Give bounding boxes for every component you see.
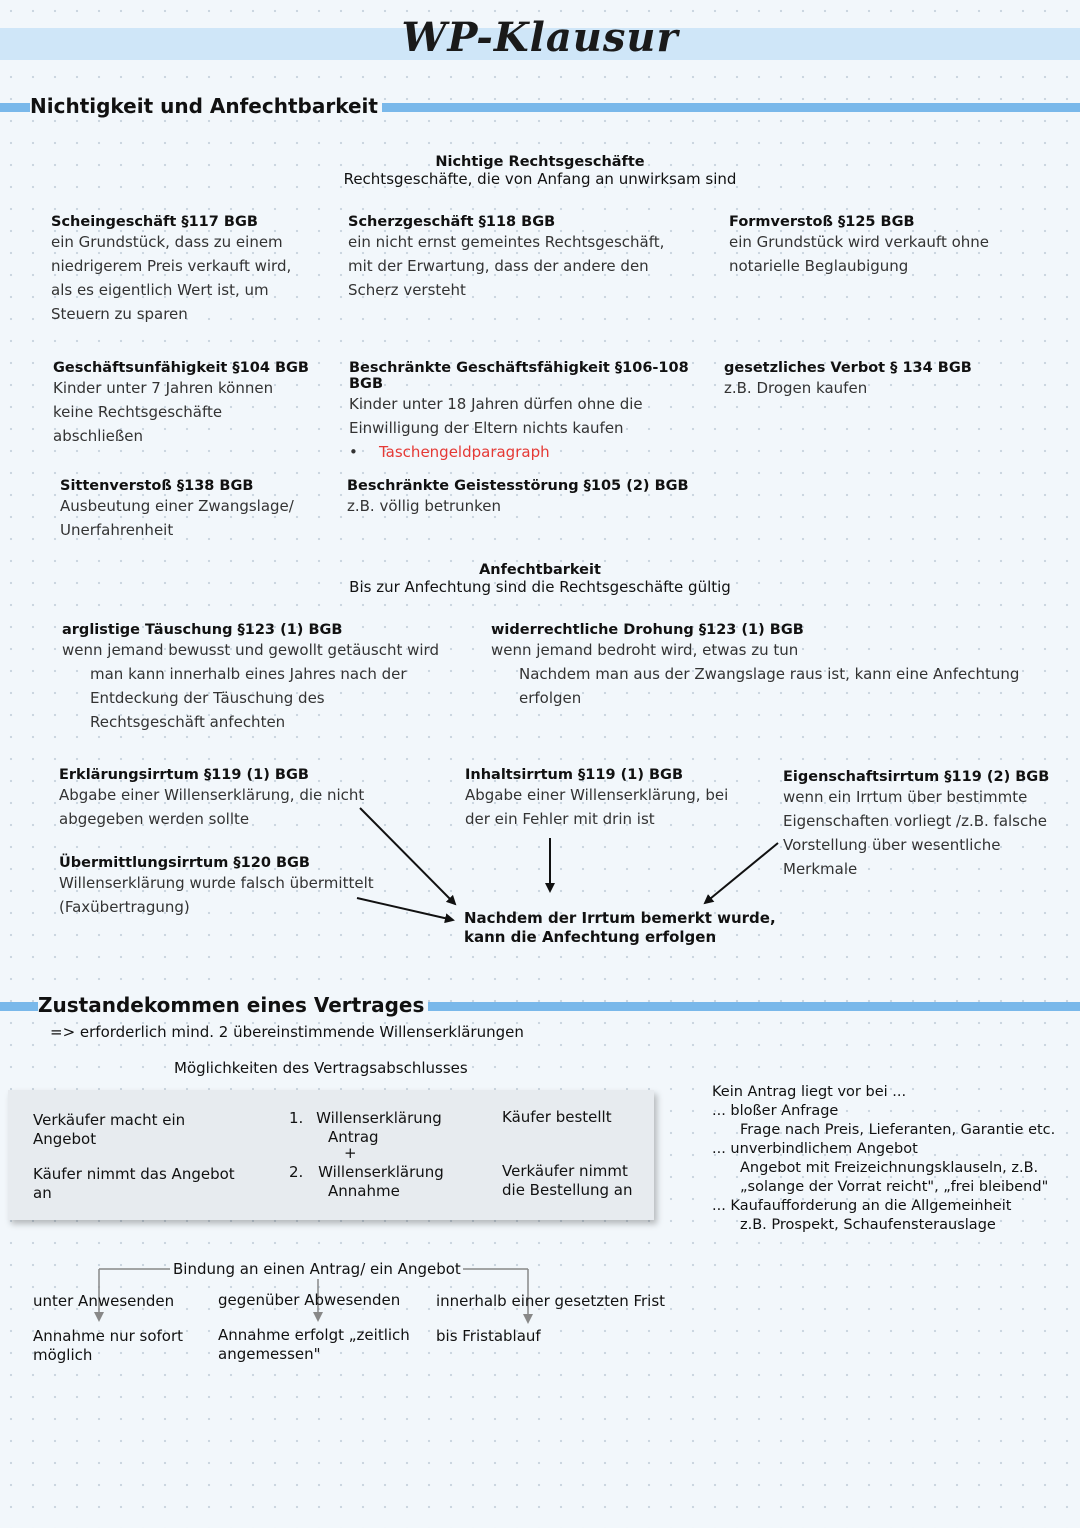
arglist-indent: Entdeckung der Täuschung des [90,689,325,707]
scheingeschaeft-head: Scheingeschäft §117 BGB [51,214,258,230]
beschraenkte-geschaeftsfaehigkeit-head: Beschränkte Geschäftsfähigkeit §106-108 BGB [349,360,689,392]
anfecht-title: Anfechtbarkeit [479,562,601,578]
geschaeftsunfaehigkeit-line: keine Rechtsgeschäfte [53,403,223,421]
bindung-body: möglich [33,1346,93,1364]
erklaerungsirrtum-head: Erklärungsirrtum §119 (1) BGB [59,767,309,783]
geschaeftsunfaehigkeit-head: Geschäftsunfähigkeit §104 BGB [53,360,309,376]
bindung-head: innerhalb einer gesetzten Frist [436,1292,666,1310]
taschengeld-text: Taschengeldparagraph [379,443,550,461]
kein-antrag-item: ... unverbindlichem Angebot [712,1141,918,1157]
moeglichkeiten-title: Möglichkeiten des Vertragsabschlusses [174,1059,468,1077]
arglist-indent: man kann innerhalb eines Jahres nach der [90,665,407,683]
inhaltsirrtum-line: Abgabe einer Willenserklärung, bei [465,786,729,804]
inhaltsirrtum-line: der ein Fehler mit drin ist [465,810,655,828]
drohung-indent: erfolgen [519,689,582,707]
section2-heading: Zustandekommen eines Vertrages [38,993,428,1017]
eigenschaftsirrtum-line: Vorstellung über wesentliche [783,836,1001,854]
erklaerungsirrtum-line: abgegeben werden sollte [59,810,250,828]
arglist-head: arglistige Täuschung §123 (1) BGB [62,622,343,638]
bindung-col-frist [436,1292,696,1346]
eigenschaftsirrtum-line: Eigenschaften vorliegt /z.B. falsche [783,812,1047,830]
box-text: Käufer bestellt [502,1108,612,1126]
box-text: Angebot [33,1130,97,1148]
nichtig-subtitle: Rechtsgeschäfte, die von Anfang an unwirksam sind [343,170,737,188]
uebermittlungsirrtum-line: Willenserklärung wurde falsch übermittelt [59,874,374,892]
result-line: Nachdem der Irrtum bemerkt wurde, [464,909,776,927]
eigenschaftsirrtum-head: Eigenschaftsirrtum §119 (2) BGB [783,769,1050,785]
box-number: 1. [289,1109,304,1127]
eigenschaftsirrtum-line: Merkmale [783,860,858,878]
formverstoss-line: ein Grundstück wird verkauft ohne [729,233,990,251]
box-text: Käufer nimmt das Angebot [33,1165,235,1183]
uebermittlungsirrtum-line: (Faxübertragung) [59,898,190,916]
sittenverstoss-line: Unerfahrenheit [60,521,174,539]
erklaerungsirrtum-line: Abgabe einer Willenserklärung, die nicht [59,786,365,804]
kein-antrag-sub: z.B. Prospekt, Schaufensterauslage [740,1217,996,1233]
bindung-body: angemessen" [218,1345,321,1363]
scherzgeschaeft-head: Scherzgeschäft §118 BGB [348,214,556,230]
box-number: 2. [289,1163,304,1181]
bindung-head: unter Anwesenden [33,1292,175,1310]
scheingeschaeft-line: ein Grundstück, dass zu einem [51,233,283,251]
section2-intro: => erforderlich mind. 2 übereinstimmende Willenserklärungen [50,1023,524,1041]
drohung-line: wenn jemand bedroht wird, etwas zu tun [491,641,799,659]
box-text: Verkäufer nimmt [502,1162,628,1180]
drohung-indent: Nachdem man aus der Zwangslage raus ist, kann eine Anfechtung [519,665,1020,683]
drohung-head: widerrechtliche Drohung §123 (1) BGB [491,622,804,638]
arglist-indent: Rechtsgeschäft anfechten [90,713,286,731]
bindung-body: Annahme nur sofort [33,1327,184,1345]
kein-antrag-item: ... bloßer Anfrage [712,1103,839,1119]
scheingeschaeft-line: als es eigentlich Wert ist, um [51,281,269,299]
kein-antrag-sub: Frage nach Preis, Lieferanten, Garantie etc. [740,1122,1056,1138]
kein-antrag-item: ... Kaufaufforderung an die Allgemeinheit [712,1198,1012,1214]
geistesstoerung-line: z.B. völlig betrunken [347,497,502,515]
eigenschaftsirrtum-line: wenn ein Irrtum über bestimmte [783,788,1028,806]
box-text: Verkäufer macht ein [33,1111,186,1129]
nichtig-title: Nichtige Rechtsgeschäfte [435,154,645,170]
kein-antrag-sub: Angebot mit Freizeichnungsklauseln, z.B. [740,1160,1039,1176]
scheingeschaeft-line: Steuern zu sparen [51,305,188,323]
box-text: Willenserklärung [316,1109,442,1127]
section1-heading: Nichtigkeit und Anfechtbarkeit [30,94,382,118]
arrow-eigenschaft [705,843,778,903]
plus-icon: + [344,1144,357,1162]
sittenverstoss-head: Sittenverstoß §138 BGB [60,478,254,494]
beschraenkte-geschaeftsfaehigkeit-line: Kinder unter 18 Jahren dürfen ohne die [349,395,643,413]
bullet-dot-icon: • [349,443,358,461]
beschraenkte-geschaeftsfaehigkeit-line: Einwilligung der Eltern nichts kaufen [349,419,624,437]
formverstoss-head: Formverstoß §125 BGB [729,214,915,230]
scheingeschaeft-line: niedrigerem Preis verkauft wird, [51,257,292,275]
arrow-uebermittlung [357,898,453,920]
anfecht-subtitle: Bis zur Anfechtung sind die Rechtsgeschäfte gültig [349,578,731,596]
kein-antrag-title: Kein Antrag liegt vor bei ... [712,1084,907,1100]
geschaeftsunfaehigkeit-line: Kinder unter 7 Jahren können [53,379,274,397]
result-line: kann die Anfechtung erfolgen [464,928,717,946]
box-text: Antrag [328,1128,379,1146]
sittenverstoss-line: Ausbeutung einer Zwangslage/ [60,497,294,515]
geschaeftsunfaehigkeit-line: abschließen [53,427,144,445]
bindung-body: bis Fristablauf [436,1327,541,1345]
gesetzliches-verbot-head: gesetzliches Verbot § 134 BGB [724,360,972,376]
scherzgeschaeft-line: Scherz versteht [348,281,466,299]
bindung-col-anwesend [33,1292,213,1365]
scherzgeschaeft-line: ein nicht ernst gemeintes Rechtsgeschäft, [348,233,665,251]
bindung-title: Bindung an einen Antrag/ ein Angebot [173,1260,461,1278]
box-text: Annahme [328,1182,400,1200]
arrow-erklaerung [360,808,455,904]
geistesstoerung-head: Beschränkte Geistesstörung §105 (2) BGB [347,478,689,494]
kein-antrag-sub: „solange der Vorrat reicht", „frei bleibend" [740,1179,1049,1195]
formverstoss-line: notarielle Beglaubigung [729,257,909,275]
page-title: WP-Klausur [401,14,679,61]
box-text: an [33,1184,52,1202]
gesetzliches-verbot-line: z.B. Drogen kaufen [724,379,868,397]
scherzgeschaeft-line: mit der Erwartung, dass der andere den [348,257,649,275]
bindung-head: gegenüber Abwesenden [218,1291,401,1309]
box-text: Willenserklärung [318,1163,444,1181]
uebermittlungsirrtum-head: Übermittlungsirrtum §120 BGB [59,855,310,871]
bindung-col-abwesend [218,1291,428,1364]
arglist-line: wenn jemand bewusst und gewollt getäuscht wird [62,641,439,659]
bindung-body: Annahme erfolgt „zeitlich [218,1326,410,1344]
inhaltsirrtum-head: Inhaltsirrtum §119 (1) BGB [465,767,684,783]
box-text: die Bestellung an [502,1181,633,1199]
